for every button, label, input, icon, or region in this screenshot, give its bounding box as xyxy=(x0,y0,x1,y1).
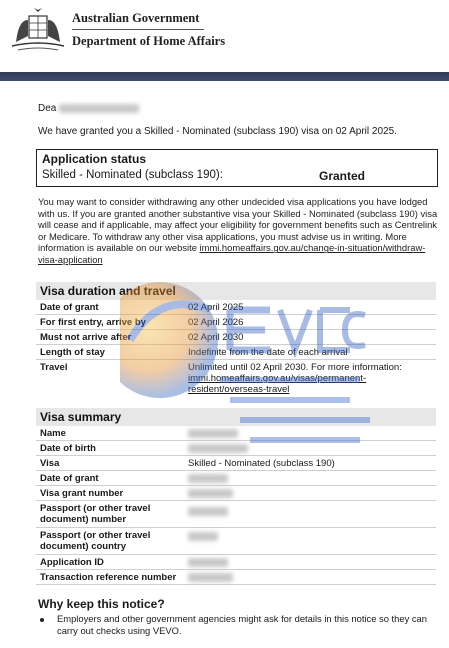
withdraw-link[interactable]: immi.homeaffairs.gov.au/change-in-situation/withdraw-visa-application xyxy=(38,242,426,265)
summary-row xyxy=(36,456,436,471)
summary-row xyxy=(36,501,436,528)
application-status-box xyxy=(36,149,438,187)
bullet-icon xyxy=(40,618,44,622)
duration-row xyxy=(36,315,436,330)
row-label: Passport (or other travel document) country xyxy=(40,530,151,552)
row-value: 02 April 2025 xyxy=(188,302,244,313)
why-keep-heading: Why keep this notice? xyxy=(38,597,165,611)
summary-row xyxy=(36,486,436,501)
row-label: For first entry, arrive by xyxy=(40,317,146,328)
redacted-value xyxy=(188,429,238,438)
government-title: Australian Government xyxy=(72,11,200,25)
summary-heading-text: Visa summary xyxy=(40,410,122,424)
redacted-value xyxy=(188,474,228,483)
summary-row xyxy=(36,426,436,441)
status-value: Granted xyxy=(319,169,366,183)
duration-heading-text: Visa duration and travel xyxy=(40,284,176,298)
department-title: Department of Home Affairs xyxy=(72,34,226,48)
duration-row xyxy=(36,330,436,345)
row-label: Date of grant xyxy=(40,473,99,484)
duration-row xyxy=(36,300,436,315)
status-visa: Skilled - Nominated (subclass 190): xyxy=(42,169,223,181)
redacted-value xyxy=(188,507,228,516)
page-header xyxy=(0,0,449,70)
redacted-value xyxy=(188,558,228,567)
row-label: Passport (or other travel document) number xyxy=(40,503,151,525)
salutation-text: Dea xyxy=(38,103,57,114)
status-title: Application status xyxy=(42,152,147,166)
withdraw-paragraph xyxy=(38,196,440,266)
redacted-value xyxy=(188,489,233,498)
withdraw-paragraph-text: You may want to consider withdrawing any other undecided visa applications you have lodged with us. If you are granted another substantive visa your Skilled - Nominated (subclass 190) visa will cease and if applicable, may affect your eligibility for government benefits such as Centrelink or Medicare. To withdraw any other visa applications, you must advise us in writing. More information is available on our website xyxy=(38,196,438,254)
row-label: Transaction reference number xyxy=(40,572,177,583)
row-label: Visa xyxy=(40,458,60,469)
summary-row xyxy=(36,471,436,486)
travel-text: Unlimited until 02 April 2030. For more information: xyxy=(188,362,402,373)
header-band xyxy=(0,72,449,81)
row-label: Date of birth xyxy=(40,443,96,454)
notice-bullet: Employers and other government agencies might ask for details in this notice so they can carry out checks using VEVO. xyxy=(57,613,427,636)
row-label: Name xyxy=(40,428,66,439)
row-label: Date of grant xyxy=(40,302,99,313)
grant-statement: We have granted you a Skilled - Nominated (subclass 190) visa on 02 April 2025. xyxy=(38,126,397,137)
travel-link[interactable]: immi.homeaffairs.gov.au/visas/permanent-resident/overseas-travel xyxy=(188,373,367,395)
summary-section-heading xyxy=(36,408,436,426)
coat-of-arms-icon xyxy=(8,6,68,54)
row-label: Must not arrive after xyxy=(40,332,132,343)
salutation xyxy=(38,103,139,114)
row-label: Visa grant number xyxy=(40,488,124,499)
row-value: Skilled - Nominated (subclass 190) xyxy=(188,458,335,469)
row-value: 02 April 2030 xyxy=(188,332,244,343)
duration-section-heading xyxy=(36,282,436,300)
summary-row xyxy=(36,528,436,555)
redacted-value xyxy=(188,573,233,582)
summary-row xyxy=(36,441,436,456)
row-value: 02 April 2026 xyxy=(188,317,244,328)
row-label: Length of stay xyxy=(40,347,105,358)
redacted-name xyxy=(59,104,139,113)
duration-row xyxy=(36,345,436,360)
travel-value xyxy=(188,362,428,395)
row-label: Travel xyxy=(40,362,68,373)
redacted-value xyxy=(188,532,218,541)
row-value: Indefinite from the date of each arrival xyxy=(188,347,348,358)
summary-row xyxy=(36,555,436,570)
summary-row xyxy=(36,570,436,585)
travel-row xyxy=(36,360,436,396)
redacted-value xyxy=(188,444,248,453)
row-label: Application ID xyxy=(40,557,104,568)
header-divider xyxy=(72,29,204,30)
